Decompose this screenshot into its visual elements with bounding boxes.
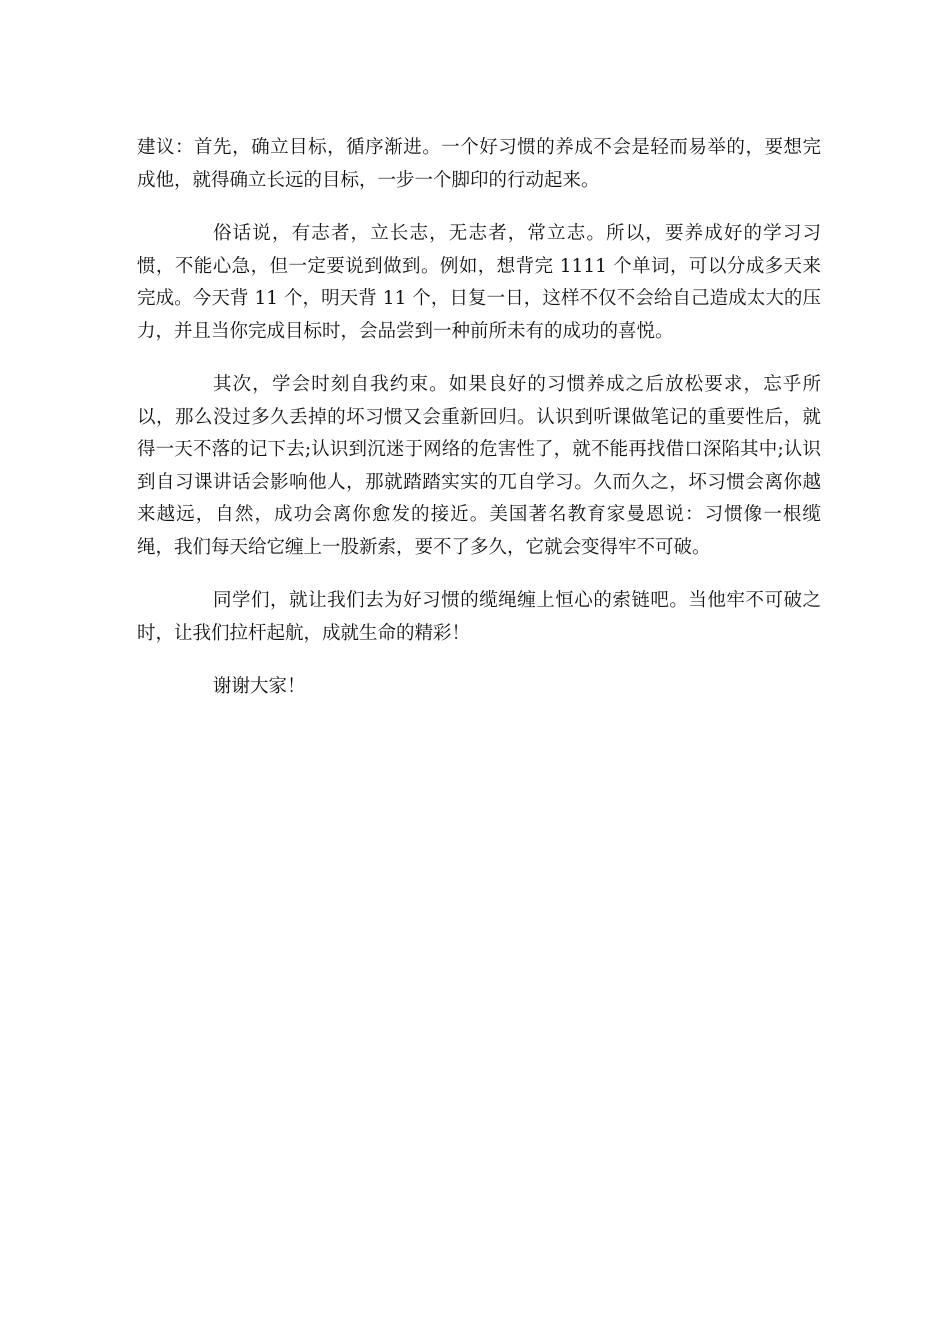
- document-body: [137, 132, 821, 725]
- paragraph-thanks: 谢谢大家！: [213, 676, 306, 697]
- paragraph-self-discipline: 其次，学会时刻自我约束。如果良好的习惯养成之后放松要求，忘乎所以，那么没过多久丢掉的坏习惯又会重新回归。认识到听课做笔记的重要性后，就得一天不落的记下去;认识到沉迷于网络的危害性了，就不能再找借口深陷其中;认识到自习课讲话会影响他人，那就踏踏实实的兀自学习。久而久之，坏习惯会离你越来越远，自然，成功会离你愈发的接近。美国著名教育家曼恩说：习惯像一根缆绳，我们每天给它缠上一股新索，要不了多久，它就会变得牢不可破。: [137, 374, 821, 558]
- paragraph-closing: 同学们，就让我们去为好习惯的缆绳缠上恒心的索链吧。当他牢不可破之时，让我们拉杆起航，成就生命的精彩！: [137, 590, 821, 644]
- paragraph-proverb: 俗话说，有志者，立长志，无志者，常立志。所以，要养成好的学习习惯，不能心急，但一定要说到做到。例如，想背完 1111 个单词，可以分成多天来完成。今天背 11 个，明天背 11 个，日复一日，这样不仅不会给自己造成太大的压力，并且当你完成目标时，会品尝到一种前所未有的成功的喜悦。: [137, 223, 821, 342]
- paragraph-suggestion: 建议：首先，确立目标，循序渐进。一个好习惯的养成不会是轻而易举的，要想完成他，就得确立长远的目标，一步一个脚印的行动起来。: [137, 137, 821, 191]
